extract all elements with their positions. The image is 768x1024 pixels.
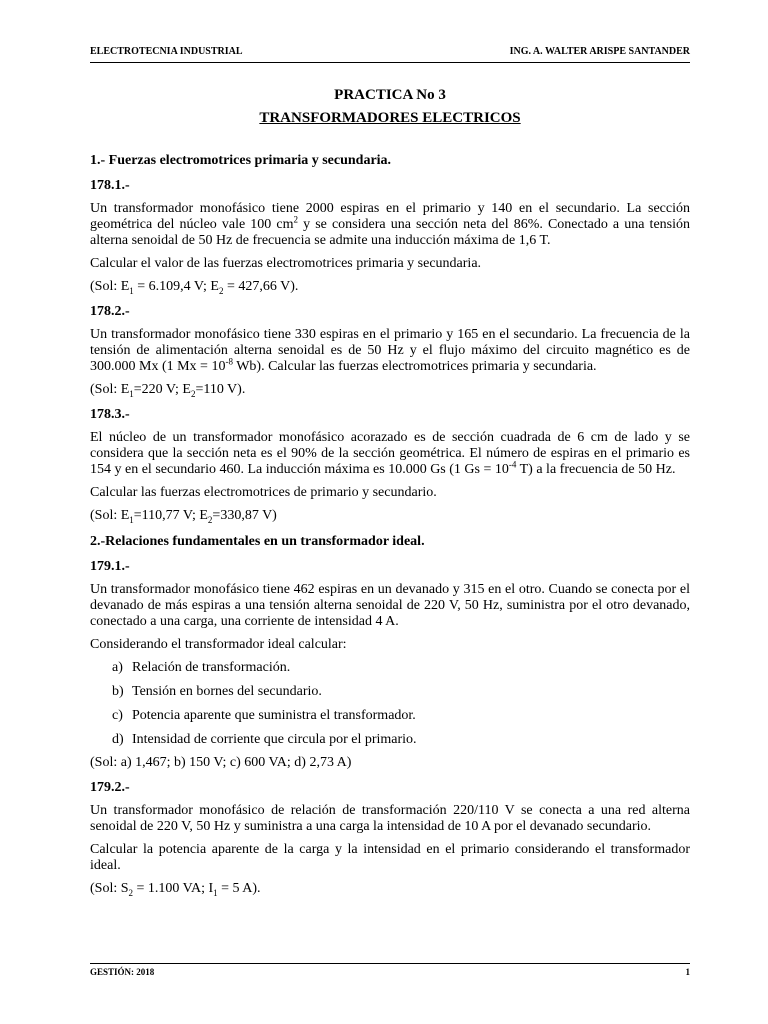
problem-number: 179.2.- [90,780,130,795]
list-item: a) Relación de transformación. [112,660,291,675]
document-body [90,86,690,897]
section-heading-1: 1.- Fuerzas electromotrices primaria y secundaria. [90,153,392,168]
problem-statement: El núcleo de un transformador monofásico acorazado es de sección cuadrada de 6 cm de lado y se considera que la sección neta es el 90% de la sección geométrica. El número de espiras en el primario es 154 y en el secundario 460. La inducción máxima es 10.000 Gs (1 $Gs = 10^{-4}$ T) a la frecuencia de 50 Hz. [90,430,690,477]
problem-solution: (Sol: $S_2 = 1.100$ VA; $I_1 = 5$ A). [90,881,261,898]
practice-title: PRACTICA No 3 [334,87,446,103]
problem-statement: Un transformador monofásico tiene 330 espiras en el primario y 165 en el secundario. La frecuencia de la tensión de alimentación alterna senoidal es de 50 Hz y el flujo máximo del circuito magnético es de 300.000 Mx (1 $Mx = 10^{-8}$ Wb). Calcular las fuerzas electromotrices primaria y secundaria. [90,327,690,374]
problem-solution: (Sol: $E_1=220$ V; $E_2=110$ V). [90,382,246,399]
problem-solution: (Sol: $E_1 = 6.109,4$ V; $E_2 = 427,66$ V). [90,279,299,296]
problem-statement: Un transformador monofásico tiene 462 espiras en un devanado y 315 en el otro. Cuando se conecta por el devanado de más espiras a una tensión alterna senoidal de 220 V, 50 Hz, suministra por el otro devanado, conectado a una carga, una corriente de intensidad 4 A. [90,582,690,629]
page-footer [90,963,690,980]
header-course: ELECTROTECNIA INDUSTRIAL [90,46,243,57]
list-item: d) Intensidad de corriente que circula por el primario. [112,732,417,747]
page-number: 1 [685,967,690,977]
page-header [90,44,690,63]
problem-solution: (Sol: a) 1,467; b) 150 V; c) 600 VA; d) 2,73 A) [90,755,352,770]
problem-question: Calcular las fuerzas electromotrices de primario y secundario. [90,485,437,500]
problem-solution: (Sol: $E_1=110,77$ V; $E_2=330,87$ V) [90,508,277,525]
footer-term: GESTIÓN: 2018 [90,967,155,977]
problem-number: 179.1.- [90,559,130,574]
practice-subtitle: TRANSFORMADORES ELECTRICOS [259,110,521,126]
problem-number: 178.3.- [90,407,130,422]
problem-question: Calcular el valor de las fuerzas electromotrices primaria y secundaria. [90,256,482,271]
problem-statement: Un transformador monofásico tiene 2000 espiras en el primario y 140 en el secundario. La sección geométrica del núcleo vale 100 $cm^2$ y se considera una sección neta del 86%. Conectado a una tensión alterna senoidal de 50 Hz de frecuencia se admite una inducción máxima de 1,6 T. [90,201,690,248]
list-item: c) Potencia aparente que suministra el transformador. [112,708,416,723]
section-heading-2: 2.-Relaciones fundamentales en un transformador ideal. [90,534,425,549]
problem-question: Considerando el transformador ideal calcular: [90,637,347,652]
header-author: ING. A. WALTER ARISPE SANTANDER [509,46,690,57]
question-list [90,660,690,748]
problem-number: 178.2.- [90,304,130,319]
list-item: b) Tensión en bornes del secundario. [112,684,322,699]
problem-number: 178.1.- [90,178,130,193]
problem-question: Calcular la potencia aparente de la carga y la intensidad en el primario considerando el transformador ideal. [90,842,690,873]
problem-statement: Un transformador monofásico de relación de transformación 220/110 V se conecta a una red alterna senoidal de 220 V, 50 Hz y suministra a una carga la intensidad de 10 A por el devanado secundario. [90,803,690,834]
